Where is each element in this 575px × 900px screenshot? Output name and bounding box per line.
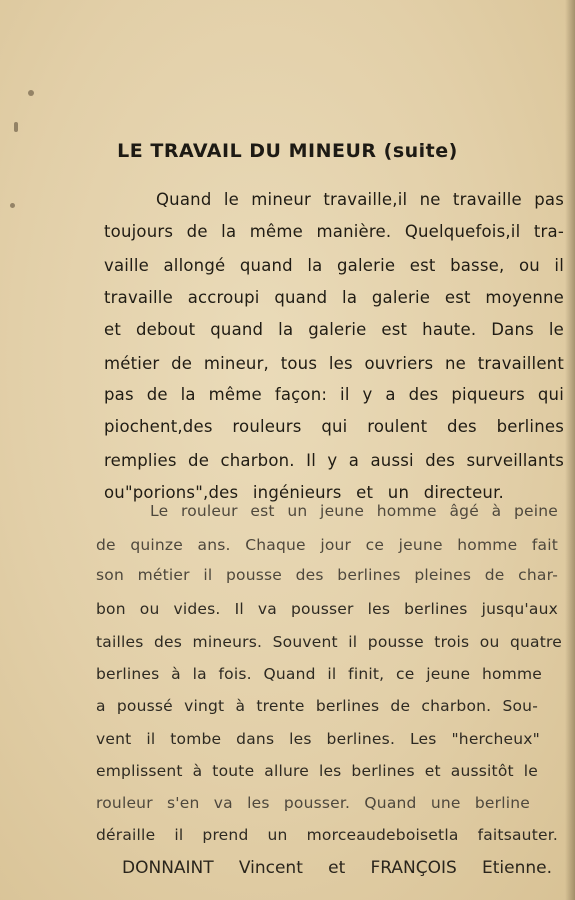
- punch-hole-mark: [28, 90, 34, 96]
- paragraph-line: déraille il prend un morceaudeboisetla faitsauter.: [96, 826, 558, 844]
- paragraph-line: de quinze ans. Chaque jour ce jeune homme fait: [96, 536, 558, 554]
- paragraph-line: vent il tombe dans les berlines. Les "hercheux": [96, 730, 540, 748]
- stain-mark: [14, 122, 18, 132]
- punch-hole-mark: [10, 203, 15, 208]
- paragraph-line: ou"porions",des ingénieurs et un directeur.: [104, 483, 504, 502]
- page-title: LE TRAVAIL DU MINEUR (suite): [117, 140, 458, 162]
- page-edge-shadow: [565, 0, 575, 900]
- paragraph-line: piochent,des rouleurs qui roulent des berlines: [104, 417, 564, 436]
- paragraph-line: et debout quand la galerie est haute. Dans le: [104, 320, 564, 339]
- paragraph-line: pas de la même façon: il y a des piqueurs qui: [104, 385, 564, 404]
- paragraph-line: tailles des mineurs. Souvent il pousse trois ou quatre: [96, 633, 562, 651]
- paragraph-line: Le rouleur est un jeune homme âgé à peine: [150, 502, 558, 520]
- paragraph-line: toujours de la même manière. Quelquefois,il tra-: [104, 222, 564, 241]
- paragraph-line: rouleur s'en va les pousser. Quand une berline: [96, 794, 530, 812]
- paragraph-line: berlines à la fois. Quand il finit, ce jeune homme: [96, 665, 542, 683]
- author-signature: DONNAINT Vincent et FRANÇOIS Etienne.: [122, 858, 552, 878]
- paragraph-line: emplissent à toute allure les berlines et aussitôt le: [96, 762, 538, 780]
- paragraph-line: son métier il pousse des berlines pleines de char-: [96, 566, 558, 584]
- paragraph-line: bon ou vides. Il va pousser les berlines jusqu'aux: [96, 600, 558, 618]
- paragraph-line: remplies de charbon. Il y a aussi des surveillants: [104, 451, 564, 470]
- paragraph-line: métier de mineur, tous les ouvriers ne travaillent: [104, 354, 564, 373]
- paragraph-line: vaille allongé quand la galerie est basse, ou il: [104, 256, 564, 275]
- paragraph-line: a poussé vingt à trente berlines de charbon. Sou-: [96, 697, 538, 715]
- paragraph-line: Quand le mineur travaille,il ne travaille pas: [156, 190, 564, 209]
- paragraph-line: travaille accroupi quand la galerie est moyenne: [104, 288, 564, 307]
